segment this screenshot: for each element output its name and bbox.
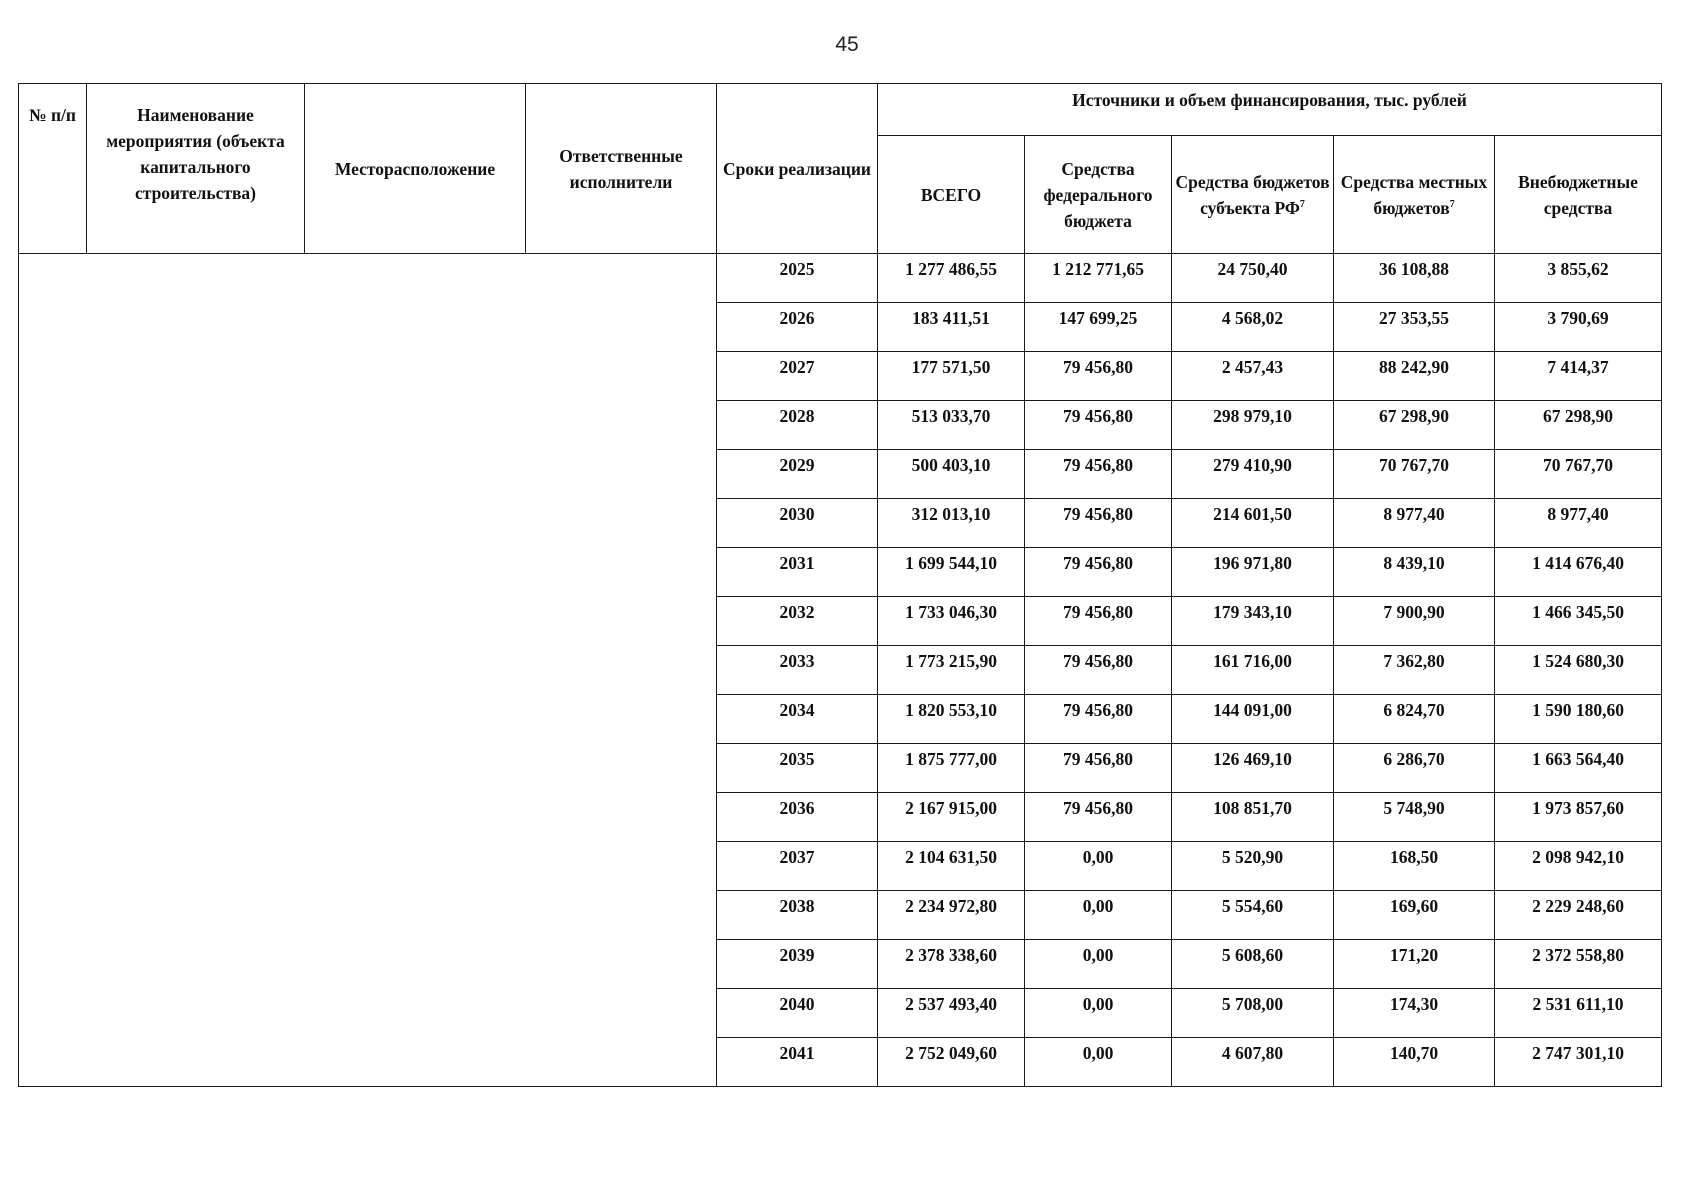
cell-total: 1 733 046,30 <box>878 597 1025 646</box>
cell-local: 88 242,90 <box>1334 352 1495 401</box>
cell-total: 2 167 915,00 <box>878 793 1025 842</box>
cell-local: 36 108,88 <box>1334 254 1495 303</box>
cell-year: 2031 <box>717 548 878 597</box>
cell-year: 2040 <box>717 989 878 1038</box>
cell-federal: 0,00 <box>1025 940 1172 989</box>
cell-year: 2026 <box>717 303 878 352</box>
cell-local: 168,50 <box>1334 842 1495 891</box>
cell-local: 8 439,10 <box>1334 548 1495 597</box>
cell-total: 1 277 486,55 <box>878 254 1025 303</box>
cell-local: 67 298,90 <box>1334 401 1495 450</box>
cell-extra: 7 414,37 <box>1495 352 1662 401</box>
cell-federal: 0,00 <box>1025 1038 1172 1087</box>
header-subject-label: Средства бюджетов субъекта РФ <box>1175 171 1330 218</box>
cell-local: 171,20 <box>1334 940 1495 989</box>
cell-year: 2035 <box>717 744 878 793</box>
cell-local: 140,70 <box>1334 1038 1495 1087</box>
cell-total: 177 571,50 <box>878 352 1025 401</box>
cell-total: 2 234 972,80 <box>878 891 1025 940</box>
cell-federal: 79 456,80 <box>1025 597 1172 646</box>
cell-federal: 79 456,80 <box>1025 695 1172 744</box>
header-name: Наименование мероприятия (объекта капитального строительства) <box>87 84 305 254</box>
cell-year: 2038 <box>717 891 878 940</box>
cell-year: 2025 <box>717 254 878 303</box>
cell-local: 6 286,70 <box>1334 744 1495 793</box>
cell-year: 2037 <box>717 842 878 891</box>
cell-federal: 79 456,80 <box>1025 793 1172 842</box>
cell-extra: 1 973 857,60 <box>1495 793 1662 842</box>
table-row <box>19 254 1662 303</box>
cell-extra: 8 977,40 <box>1495 499 1662 548</box>
header-num: № п/п <box>19 84 87 254</box>
cell-federal: 0,00 <box>1025 891 1172 940</box>
cell-total: 500 403,10 <box>878 450 1025 499</box>
cell-extra: 2 531 611,10 <box>1495 989 1662 1038</box>
cell-local: 174,30 <box>1334 989 1495 1038</box>
cell-local: 70 767,70 <box>1334 450 1495 499</box>
header-subject <box>1172 136 1334 254</box>
cell-subject: 126 469,10 <box>1172 744 1334 793</box>
cell-subject: 24 750,40 <box>1172 254 1334 303</box>
cell-federal: 79 456,80 <box>1025 548 1172 597</box>
cell-local: 5 748,90 <box>1334 793 1495 842</box>
header-period: Сроки реализации <box>717 84 878 254</box>
cell-subject: 196 971,80 <box>1172 548 1334 597</box>
cell-extra: 70 767,70 <box>1495 450 1662 499</box>
cell-year: 2041 <box>717 1038 878 1087</box>
cell-subject: 214 601,50 <box>1172 499 1334 548</box>
cell-year: 2030 <box>717 499 878 548</box>
cell-local: 6 824,70 <box>1334 695 1495 744</box>
cell-subject: 5 708,00 <box>1172 989 1334 1038</box>
cell-subject: 298 979,10 <box>1172 401 1334 450</box>
cell-extra: 2 229 248,60 <box>1495 891 1662 940</box>
cell-extra: 1 590 180,60 <box>1495 695 1662 744</box>
cell-total: 1 875 777,00 <box>878 744 1025 793</box>
cell-federal: 79 456,80 <box>1025 744 1172 793</box>
cell-subject: 2 457,43 <box>1172 352 1334 401</box>
cell-year: 2027 <box>717 352 878 401</box>
cell-year: 2028 <box>717 401 878 450</box>
cell-local: 169,60 <box>1334 891 1495 940</box>
cell-total: 183 411,51 <box>878 303 1025 352</box>
financing-table <box>18 83 1662 1087</box>
cell-extra: 2 747 301,10 <box>1495 1038 1662 1087</box>
cell-total: 2 104 631,50 <box>878 842 1025 891</box>
cell-subject: 5 554,60 <box>1172 891 1334 940</box>
header-local-footnote: 7 <box>1449 198 1455 210</box>
cell-total: 2 378 338,60 <box>878 940 1025 989</box>
table-body <box>19 254 1662 1087</box>
cell-subject: 179 343,10 <box>1172 597 1334 646</box>
cell-subject: 5 520,90 <box>1172 842 1334 891</box>
cell-total: 2 752 049,60 <box>878 1038 1025 1087</box>
cell-local: 7 900,90 <box>1334 597 1495 646</box>
cell-extra: 1 663 564,40 <box>1495 744 1662 793</box>
page-number: 45 <box>835 33 859 56</box>
cell-subject: 5 608,60 <box>1172 940 1334 989</box>
cell-subject: 4 568,02 <box>1172 303 1334 352</box>
cell-federal: 0,00 <box>1025 842 1172 891</box>
cell-local: 27 353,55 <box>1334 303 1495 352</box>
cell-total: 312 013,10 <box>878 499 1025 548</box>
cell-federal: 79 456,80 <box>1025 499 1172 548</box>
cell-extra: 3 790,69 <box>1495 303 1662 352</box>
cell-subject: 161 716,00 <box>1172 646 1334 695</box>
cell-extra: 2 098 942,10 <box>1495 842 1662 891</box>
header-extra: Внебюджетные средства <box>1495 136 1662 254</box>
cell-total: 1 773 215,90 <box>878 646 1025 695</box>
header-sources: Источники и объем финансирования, тыс. рублей <box>878 84 1662 136</box>
cell-year: 2034 <box>717 695 878 744</box>
cell-federal: 79 456,80 <box>1025 401 1172 450</box>
cell-total: 2 537 493,40 <box>878 989 1025 1038</box>
cell-federal: 0,00 <box>1025 989 1172 1038</box>
header-federal: Средства федерального бюджета <box>1025 136 1172 254</box>
cell-extra: 1 414 676,40 <box>1495 548 1662 597</box>
cell-total: 513 033,70 <box>878 401 1025 450</box>
cell-year: 2032 <box>717 597 878 646</box>
cell-extra: 1 524 680,30 <box>1495 646 1662 695</box>
cell-year: 2036 <box>717 793 878 842</box>
header-location: Месторасположение <box>305 84 526 254</box>
cell-total: 1 820 553,10 <box>878 695 1025 744</box>
cell-extra: 2 372 558,80 <box>1495 940 1662 989</box>
header-responsible: Ответственные исполнители <box>526 84 717 254</box>
cell-subject: 108 851,70 <box>1172 793 1334 842</box>
cell-federal: 79 456,80 <box>1025 352 1172 401</box>
cell-local: 8 977,40 <box>1334 499 1495 548</box>
header-row-top <box>19 84 1662 136</box>
cell-extra: 1 466 345,50 <box>1495 597 1662 646</box>
cell-federal: 79 456,80 <box>1025 646 1172 695</box>
cell-total: 1 699 544,10 <box>878 548 1025 597</box>
cell-subject: 4 607,80 <box>1172 1038 1334 1087</box>
cell-extra: 67 298,90 <box>1495 401 1662 450</box>
header-local-label: Средства местных бюджетов <box>1340 171 1488 218</box>
cell-subject: 279 410,90 <box>1172 450 1334 499</box>
cell-year: 2039 <box>717 940 878 989</box>
cell-subject: 144 091,00 <box>1172 695 1334 744</box>
cell-federal: 1 212 771,65 <box>1025 254 1172 303</box>
cell-federal: 79 456,80 <box>1025 450 1172 499</box>
merged-blank-cell <box>19 254 717 1087</box>
cell-year: 2033 <box>717 646 878 695</box>
header-total: ВСЕГО <box>878 136 1025 254</box>
header-local <box>1334 136 1495 254</box>
header-subject-footnote: 7 <box>1299 198 1305 210</box>
cell-extra: 3 855,62 <box>1495 254 1662 303</box>
cell-local: 7 362,80 <box>1334 646 1495 695</box>
cell-year: 2029 <box>717 450 878 499</box>
cell-federal: 147 699,25 <box>1025 303 1172 352</box>
